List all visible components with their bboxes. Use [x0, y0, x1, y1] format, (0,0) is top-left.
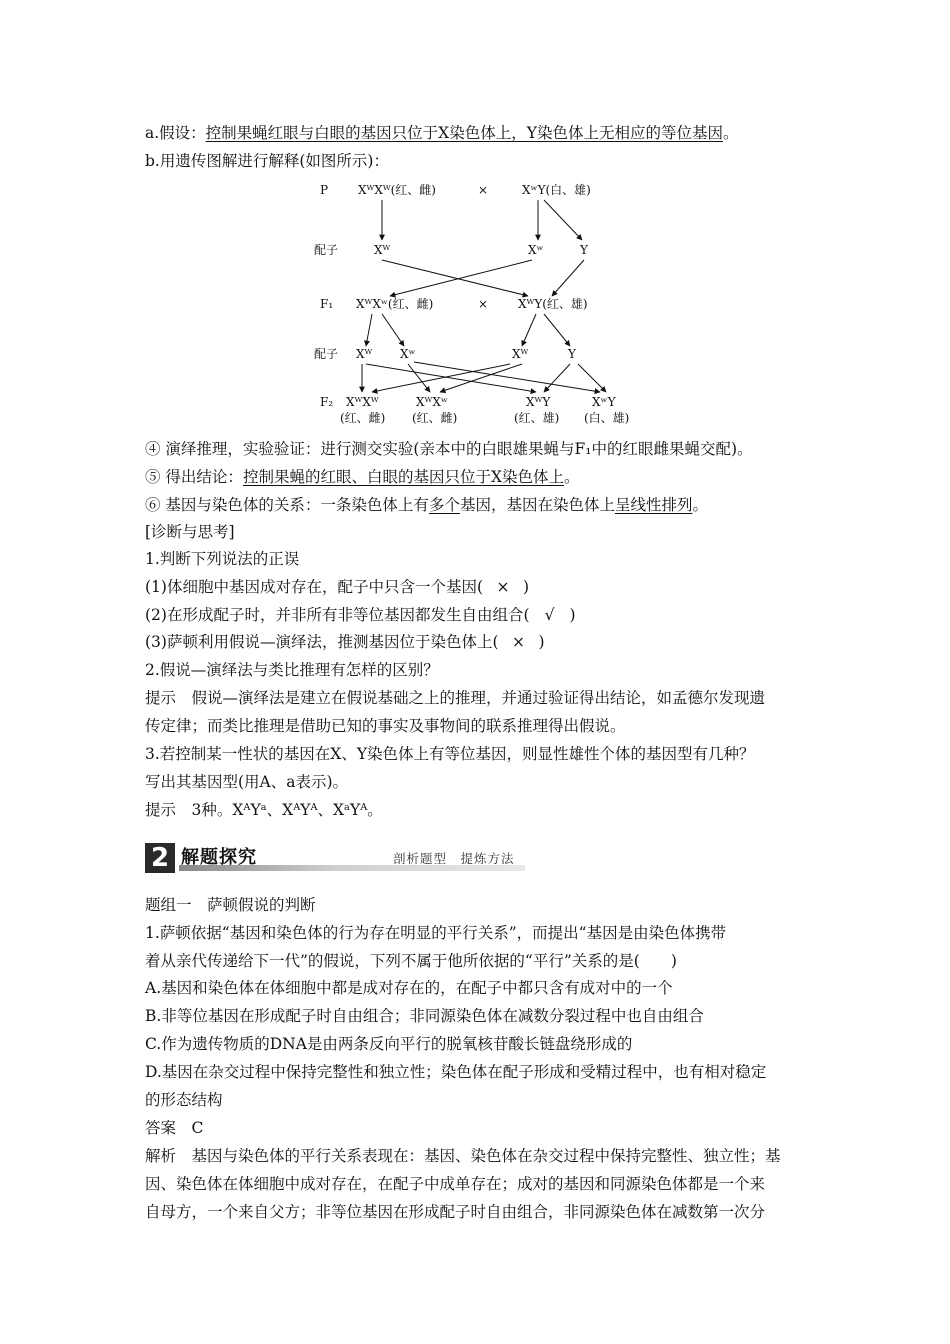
step4: ④ 演绎推理，实验验证：进行测交实验(亲本中的白眼雄果蝇与F₁中的红眼雌果蝇交配)。: [145, 440, 753, 458]
row-label-f1: F₁: [320, 297, 334, 311]
q3-title-line-1: 3.若控制某一性状的基因在X、Y染色体上有等位基因，则显性雄性个体的基因型有几种？: [145, 745, 755, 763]
q1-item-3-mark: ×: [512, 633, 526, 651]
step6-part2: 基因，基因在染色体上: [459, 496, 615, 514]
arrow-f2-2a: [408, 364, 430, 392]
step6-underline-2: 呈线性排列: [614, 496, 693, 514]
step6-underline-1: 多个: [428, 496, 460, 514]
option-a: A.基因和染色体在体细胞中都是成对存在的，在配子中都只含有成对中的一个: [145, 979, 673, 997]
f2-phenotype-4: (白、雄): [584, 411, 630, 425]
arrow-f2-3b: [544, 364, 570, 392]
q1-item-2-text: (2)在形成配子时，并非所有非等位基因都发生自由组合(: [145, 606, 530, 624]
p-gamete-female: Xᵂ: [374, 243, 391, 257]
banner-subtitle: 剖析题型 提炼方法: [393, 851, 515, 866]
diagram-intro: b.用遗传图解进行解释(如图所示)：: [145, 152, 389, 170]
step6-part1: ⑥ 基因与染色体的关系：一条染色体上有: [145, 496, 429, 514]
arrow-f2-4b: [578, 364, 606, 392]
f2-phenotype-1: (红、雌): [340, 411, 386, 425]
q1-item-3: [145, 629, 815, 655]
analysis-line-3: 自母方，一个来自父方；非等位基因在形成配子时自由组合，非同源染色体在减数第一次分: [145, 1203, 766, 1221]
arrow-f1-female-gamete-1: [366, 314, 372, 346]
f1-gamete-3: Xᵂ: [512, 347, 529, 361]
q1-title: 1.判断下列说法的正误: [145, 550, 300, 568]
analysis-line-1: 解析 基因与染色体的平行关系表现在：基因、染色体在杂交过程中保持完整性、独立性；基: [145, 1147, 781, 1165]
banner-title: 解题探究: [181, 847, 257, 868]
f2-genotype-4: XʷY: [592, 395, 616, 409]
analysis-line-2: 因、染色体在体细胞中成对存在，在配子中成单存在；成对的基因和同源染色体都是一个来: [145, 1175, 766, 1193]
q3-hint: 提示 3种。XᴬYᵃ、XᴬYᴬ、XᵃYᴬ。: [145, 801, 383, 819]
q1-item-2-mark: √: [544, 606, 555, 624]
p-cross-symbol: ×: [478, 183, 489, 197]
q2-hint-line-1: 提示 假说—演绎法是建立在假说基础之上的推理，并通过验证得出结论，如孟德尔发现遗: [145, 689, 766, 707]
row-label-p: P: [320, 183, 329, 197]
f1-gamete-2: Xʷ: [400, 347, 416, 361]
q1-item-1: [145, 574, 815, 600]
banner-number: 2: [145, 843, 175, 873]
answer: 答案 C: [145, 1119, 204, 1137]
q1-item-1-close: ): [523, 578, 530, 596]
option-c: C.作为遗传物质的DNA是由两条反向平行的脱氧核苷酸长链盘绕形成的: [145, 1035, 633, 1053]
arrow-f1-female-gamete-2: [382, 314, 404, 346]
arrow-y-to-f1-male: [552, 260, 584, 296]
step5-text: 控制果蝇的红眼、白眼的基因只位于X染色体上: [242, 468, 564, 486]
f2-genotype-3: XᵂY: [526, 395, 551, 409]
q2-hint-line-2: 传定律；而类比推理是借助已知的事实及事物间的联系推理得出假说。: [145, 717, 626, 735]
row-label-gamete-2: 配子: [314, 347, 339, 361]
f1-male: XᵂY(红、雄): [518, 297, 588, 311]
q1-item-2: [145, 602, 815, 628]
step6: [145, 492, 815, 518]
f1-female: XᵂXʷ(红、雌): [356, 297, 434, 311]
group-title: 题组一 萨顿假说的判断: [145, 896, 316, 914]
p-female: XᵂXᵂ(红、雌): [358, 183, 436, 197]
question1-stem-2: 着从亲代传递给下一代”的假说，下列不属于他所依据的“平行”关系的是( ): [145, 952, 677, 970]
arrow-p-male-y: [544, 200, 582, 240]
step5: [145, 464, 815, 490]
q1-item-3-text: (3)萨顿利用假说—演绎法，推测基因位于染色体上(: [145, 633, 499, 651]
f2-genotype-2: XᵂXʷ: [416, 395, 448, 409]
arrow-gamete-to-f1-male: [382, 260, 528, 296]
step5-suffix: 。: [563, 468, 580, 486]
hypothesis-suffix: 。: [722, 124, 739, 142]
step6-part3: 。: [692, 496, 708, 514]
row-label-gamete-1: 配子: [314, 243, 339, 257]
row-label-f2: F₂: [320, 395, 334, 409]
genetic-cross-diagram: [300, 178, 660, 428]
p-male: XʷY(白、雄): [522, 183, 591, 197]
section-banner: [145, 843, 525, 875]
q1-item-1-mark: ×: [496, 578, 510, 596]
arrow-gamete-to-f1-female: [390, 260, 532, 296]
hypothesis-text: 控制果蝇红眼与白眼的基因只位于X染色体上，Y染色体上无相应的等位基因: [205, 124, 723, 142]
p-gamete-male-x: Xʷ: [528, 243, 544, 257]
option-d-line-2: 的形态结构: [145, 1091, 223, 1109]
f2-phenotype-3: (红、雄): [514, 411, 560, 425]
f2-phenotype-2: (红、雌): [412, 411, 458, 425]
option-d-line-1: D.基因在杂交过程中保持完整性和独立性；染色体在配子形成和受精过程中，也有相对稳定: [145, 1063, 767, 1081]
question1-stem-1: 1.萨顿依据“基因和染色体的行为存在明显的平行关系”，而提出“基因是由染色体携带: [145, 924, 727, 942]
p-gamete-male-y: Y: [580, 243, 588, 257]
option-b: B.非等位基因在形成配子时自由组合；非同源染色体在减数分裂过程中也自由组合: [145, 1007, 704, 1025]
f1-gamete-4: Y: [568, 347, 576, 361]
f1-cross-symbol: ×: [478, 297, 489, 311]
q1-item-2-close: ): [569, 606, 576, 624]
q1-item-3-close: ): [538, 633, 545, 651]
diag-title: [诊断与思考]: [145, 523, 235, 541]
f2-genotype-1: XᵂXᵂ: [346, 395, 379, 409]
step5-prefix: ⑤ 得出结论：: [145, 468, 243, 486]
q2-title: 2.假说—演绎法与类比推理有怎样的区别？: [145, 661, 439, 679]
arrow-f1-male-gamete-2: [544, 314, 570, 346]
arrow-f1-male-gamete-1: [522, 314, 536, 346]
hypothesis-prefix: a.假设：: [145, 124, 206, 142]
hypothesis-line: [145, 120, 815, 146]
f1-gamete-1: Xᵂ: [356, 347, 373, 361]
q3-title-line-2: 写出其基因型(用A、a表示)。: [145, 773, 349, 791]
q1-item-1-text: (1)体细胞中基因成对存在，配子中只含一个基因(: [145, 578, 484, 596]
